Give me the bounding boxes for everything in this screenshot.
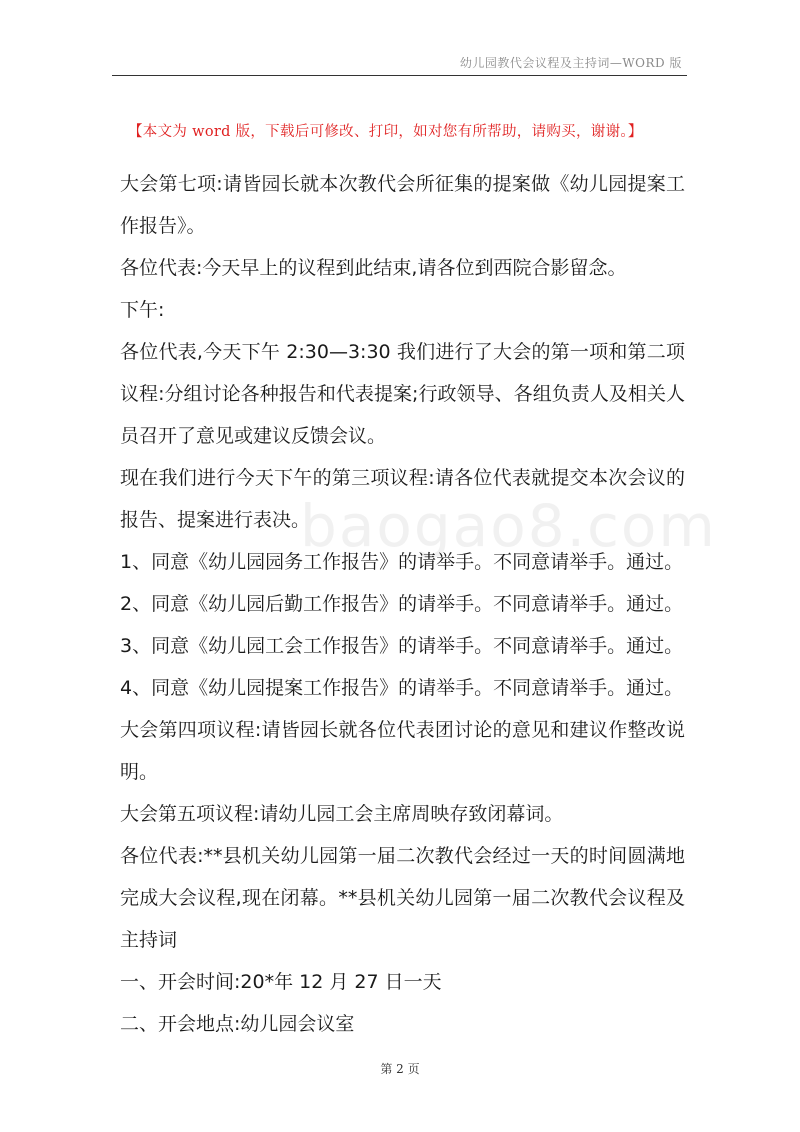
paragraph-item-4: 大会第四项议程:请皆园长就各位代表团讨论的意见和建议作整改说明。 xyxy=(120,719,685,783)
paragraph-item-5: 大会第五项议程:请幼儿园工会主席周映存致闭幕词。 xyxy=(120,803,564,825)
document-body xyxy=(120,163,685,1045)
paragraph-meeting-place: 二、开会地点:幼儿园会议室 xyxy=(120,1013,355,1035)
page-number: 第 2 页 xyxy=(380,1062,420,1076)
header-divider xyxy=(112,75,687,76)
paragraph-closing: 各位代表:**县机关幼儿园第一届二次教代会经过一天的时间圆满地完成大会议程,现在闭幕。**县机关幼儿园第一届二次教代会议程及主持词 xyxy=(120,845,685,951)
vote-item-4: 4、同意《幼儿园提案工作报告》的请举手。不同意请举手。通过。 xyxy=(120,677,684,699)
vote-item-2: 2、同意《幼儿园后勤工作报告》的请举手。不同意请举手。通过。 xyxy=(120,593,684,615)
paragraph-meeting-time: 一、开会时间:20*年 12 月 27 日一天 xyxy=(120,971,442,993)
page-header-title: 幼儿园教代会议程及主持词—WORD 版 xyxy=(459,56,682,70)
vote-item-3: 3、同意《幼儿园工会工作报告》的请举手。不同意请举手。通过。 xyxy=(120,635,684,657)
watermark: baogao8.com xyxy=(300,492,717,560)
vote-item-1: 1、同意《幼儿园园务工作报告》的请举手。不同意请举手。通过。 xyxy=(120,551,684,573)
paragraph-item-7: 大会第七项:请皆园长就本次教代会所征集的提案做《幼儿园提案工作报告》。 xyxy=(120,173,685,237)
paragraph-afternoon-heading: 下午: xyxy=(120,299,165,321)
paragraph-item-3-vote: 现在我们进行今天下午的第三项议程:请各位代表就提交本次会议的报告、提案进行表决。 xyxy=(120,467,685,531)
paragraph-afternoon-summary: 各位代表,今天下午 2:30—3:30 我们进行了大会的第一项和第二项议程:分组讨论各种报告和代表提案;行政领导、各组负责人及相关人员召开了意见或建议反馈会议。 xyxy=(120,341,685,447)
download-notice: 【本文为 word 版，下载后可修改、打印，如对您有所帮助，请购买，谢谢。】 xyxy=(128,124,643,140)
paragraph-morning-close: 各位代表:今天早上的议程到此结束,请各位到西院合影留念。 xyxy=(120,257,627,279)
